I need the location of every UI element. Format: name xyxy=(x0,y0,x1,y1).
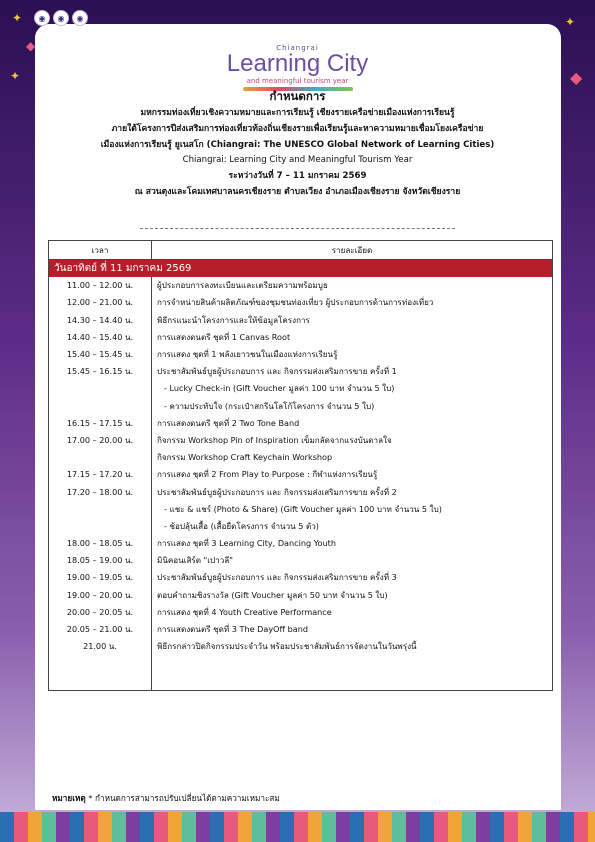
table-row xyxy=(49,380,553,397)
header-line: ระหว่างวันที่ 7 – 11 มกราคม 2569 xyxy=(228,171,367,182)
row-time xyxy=(49,518,152,535)
row-detail xyxy=(152,673,553,691)
row-time: 17.20 – 18.00 น. xyxy=(49,483,152,500)
table-row xyxy=(49,329,553,346)
row-detail: ประชาสัมพันธ์บูธผู้ประกอบการ และ กิจกรรมส่งเสริมการขาย ครั้งที่ 3 xyxy=(152,569,553,586)
row-time: 19.00 – 19.05 น. xyxy=(49,569,152,586)
brand-sub: and meaningful tourism year xyxy=(246,77,349,85)
row-time xyxy=(49,673,152,691)
table-row xyxy=(49,569,553,586)
header-line: Chiangrai: Learning City and Meaningful Tourism Year xyxy=(182,155,413,166)
row-detail: การแสดงดนตรี ชุดที่ 1 Canvas Root xyxy=(152,329,553,346)
page-title: กำหนดการ xyxy=(269,89,326,103)
diamond-pattern-icon: ◆ xyxy=(26,39,36,53)
row-time: 15.45 – 16.15 น. xyxy=(49,363,152,380)
row-detail: การแสดง ชุดที่ 3 Learning City, Dancing Youth xyxy=(152,535,553,552)
row-detail: การแสดง ชุดที่ 4 Youth Creative Performance xyxy=(152,604,553,621)
footer-pattern xyxy=(0,812,595,842)
row-detail: - Lucky Check-in (Gift Voucher มูลค่า 100 บาท จำนวน 5 ใบ) xyxy=(152,380,553,397)
table-row xyxy=(49,655,553,672)
table-row xyxy=(49,535,553,552)
row-detail: พิธีกรกล่าวปิดกิจกรรมประจำวัน พร้อมประชาสัมพันธ์การจัดงานในวันพรุ่งนี้ xyxy=(152,638,553,655)
row-detail: การแสดงดนตรี ชุดที่ 2 Two Tone Band xyxy=(152,415,553,432)
header-line: ณ สวนตุงและโคมเทศบาลนครเชียงราย ตำบลเวียง อำเภอเมืองเชียงราย จังหวัดเชียงราย xyxy=(134,186,461,197)
seal-icon: ◉ xyxy=(34,10,50,26)
row-time: 12.00 – 21.00 น. xyxy=(49,294,152,311)
table-row xyxy=(49,587,553,604)
row-detail: การแสดงดนตรี ชุดที่ 3 The DayOff band xyxy=(152,621,553,638)
row-detail: มินิคอนเสิร์ต "เปาวลี" xyxy=(152,552,553,569)
table-row xyxy=(49,449,553,466)
day-header: วันอาทิตย์ ที่ 11 มกราคม 2569 xyxy=(49,260,553,278)
brand-small: Chiangrai xyxy=(276,44,319,52)
row-time: 18.05 – 19.00 น. xyxy=(49,552,152,569)
table-row xyxy=(49,277,553,294)
row-detail: - แชะ & แชร์ (Photo & Share) (Gift Voucher มูลค่า 100 บาท จำนวน 5 ใบ) xyxy=(152,501,553,518)
sparkle-icon: ✦ xyxy=(10,69,21,83)
row-detail: พิธีกรแนะนำโครงการและให้ข้อมูลโครงการ xyxy=(152,312,553,329)
row-detail: ประชาสัมพันธ์บูธผู้ประกอบการ และ กิจกรรมส่งเสริมการขาย ครั้งที่ 1 xyxy=(152,363,553,380)
table-row xyxy=(49,415,553,432)
document-header xyxy=(0,88,595,201)
row-time: 16.15 – 17.15 น. xyxy=(49,415,152,432)
table-row xyxy=(49,552,553,569)
diamond-pattern-icon: ◆ xyxy=(570,68,583,87)
row-detail: การแสดง ชุดที่ 2 From Play to Purpose : กีฬาแห่งการเรียนรู้ xyxy=(152,466,553,483)
logo-group xyxy=(34,10,88,26)
table-row xyxy=(49,398,553,415)
row-time: 17.00 – 20.00 น. xyxy=(49,432,152,449)
row-time: 17.15 – 17.20 น. xyxy=(49,466,152,483)
table-row xyxy=(49,604,553,621)
row-time xyxy=(49,655,152,672)
row-time: 19.00 – 20.00 น. xyxy=(49,587,152,604)
col-time-header: เวลา xyxy=(49,241,152,260)
seal-icon: ◉ xyxy=(72,10,88,26)
row-detail: การจำหน่ายสินค้าผลิตภัณฑ์ของชุมชนท่องเที่ยว ผู้ประกอบการด้านการท่องเที่ยว xyxy=(152,294,553,311)
row-time: 15.40 – 15.45 น. xyxy=(49,346,152,363)
row-time: 11.00 – 12.00 น. xyxy=(49,277,152,294)
row-detail: กิจกรรม Workshop Craft Keychain Workshop xyxy=(152,449,553,466)
row-time xyxy=(49,398,152,415)
header-line: มหกรรมท่องเที่ยวเชิงความหมายและการเรียนรู้ เชียงรายเครือข่ายเมืองแห่งการเรียนรู้ xyxy=(140,108,455,118)
row-detail: ประชาสัมพันธ์บูธผู้ประกอบการ และ กิจกรรมส่งเสริมการขาย ครั้งที่ 2 xyxy=(152,483,553,500)
table-row xyxy=(49,466,553,483)
brand-main: Learning City xyxy=(226,50,369,77)
row-detail: ผู้ประกอบการลงทะเบียนและเตรียมความพร้อมบูธ xyxy=(152,277,553,294)
table-row xyxy=(49,346,553,363)
table-row xyxy=(49,518,553,535)
note-label: หมายเหตุ xyxy=(52,793,86,803)
header-line: เมืองแห่งการเรียนรู้ ยูเนสโก (Chiangrai: The UNESCO Global Network of Learning Cities) xyxy=(100,139,495,150)
row-time: 18.00 – 18.05 น. xyxy=(49,535,152,552)
col-detail-header: รายละเอียด xyxy=(152,241,553,260)
row-time: 20.05 – 21.00 น. xyxy=(49,621,152,638)
row-detail: ตอบคำถามชิงรางวัล (Gift Voucher มูลค่า 50 บาท จำนวน 5 ใบ) xyxy=(152,587,553,604)
divider xyxy=(140,228,455,229)
table-row xyxy=(49,638,553,655)
row-time: 21.00 น. xyxy=(49,638,152,655)
schedule-table xyxy=(48,240,553,691)
table-row xyxy=(49,621,553,638)
header-line: ภายใต้โครงการปีส่งเสริมการท่องเที่ยวท้องถิ่นเชียงรายเพื่อเรียนรู้และหาความหมายเชื่อมโยงเครือข่าย xyxy=(111,123,484,134)
row-time: 14.40 – 15.40 น. xyxy=(49,329,152,346)
footnote xyxy=(52,792,280,805)
table-row xyxy=(49,483,553,500)
table-row xyxy=(49,363,553,380)
note-text: * กำหนดการสามารถปรับเปลี่ยนได้ตามความเหมาะสม xyxy=(88,793,280,803)
table-row xyxy=(49,432,553,449)
brand-logo xyxy=(0,44,595,91)
row-time xyxy=(49,449,152,466)
row-time: 14.30 – 14.40 น. xyxy=(49,312,152,329)
row-detail xyxy=(152,655,553,672)
table-row xyxy=(49,501,553,518)
sparkle-icon: ✦ xyxy=(565,15,576,29)
row-time xyxy=(49,380,152,397)
row-detail: กิจกรรม Workshop Pin of Inspiration เข็มกลัดจากแรงบันดาลใจ xyxy=(152,432,553,449)
table-row xyxy=(49,294,553,311)
sparkle-icon: ✦ xyxy=(12,11,23,25)
row-detail: - ช้อปลุ้นเสื้อ (เสื้อยืดโครงการ จำนวน 5 ตัว) xyxy=(152,518,553,535)
row-detail: - ความประทับใจ (กระเป๋าสกรีนโลโก้โครงการ จำนวน 5 ใบ) xyxy=(152,398,553,415)
table-row xyxy=(49,673,553,691)
row-detail: การแสดง ชุดที่ 1 พลังเยาวชนในเมืองแห่งการเรียนรู้ xyxy=(152,346,553,363)
row-time: 20.00 – 20.05 น. xyxy=(49,604,152,621)
seal-icon: ◉ xyxy=(53,10,69,26)
row-time xyxy=(49,501,152,518)
table-row xyxy=(49,312,553,329)
